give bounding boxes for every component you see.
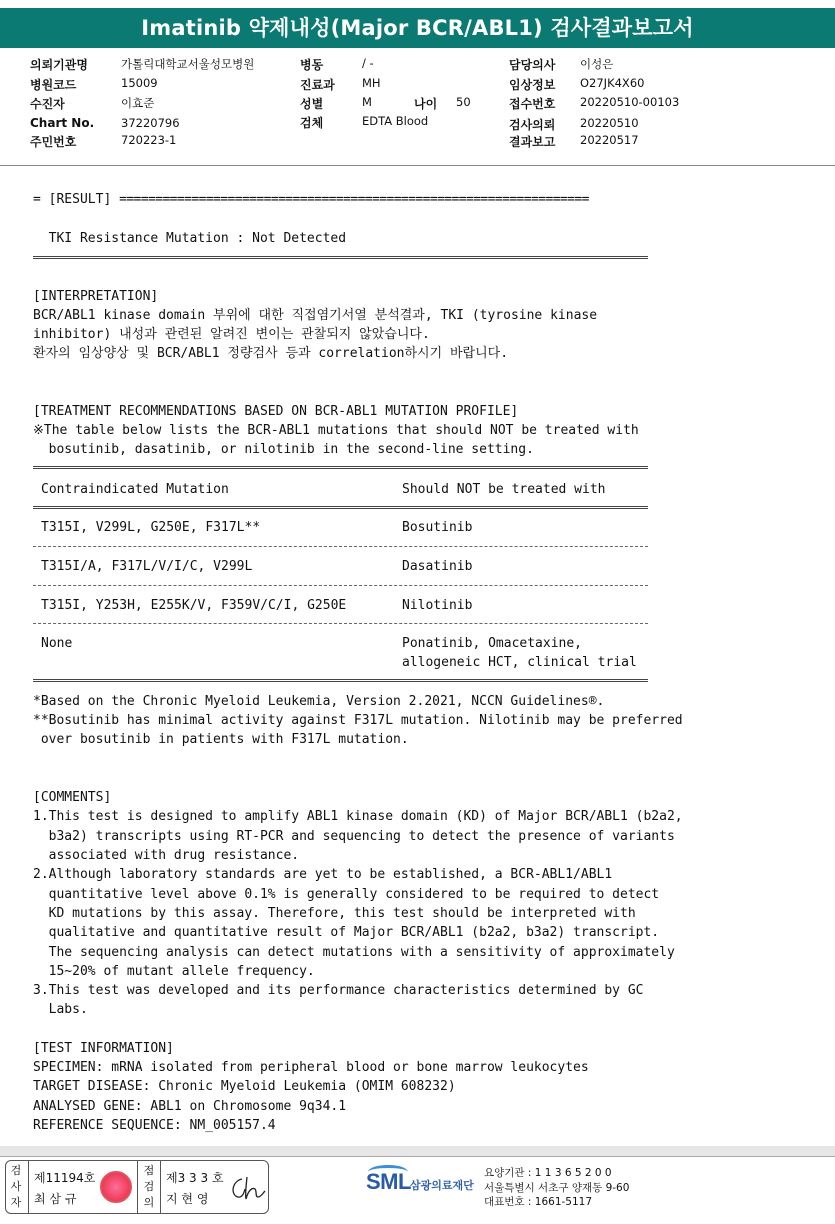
footer-band [0,1146,835,1156]
info-value-request-date: 20220510 [580,116,639,130]
interpretation-line: BCR/ABL1 kinase domain 부위에 대한 직접염기서열 분석결과, TKI (tyrosine kinase [33,308,598,323]
info-value-resident-no: 720223-1 [121,133,177,147]
comments-header: [COMMENTS] [33,790,112,805]
info-label-patient: 수진자 [30,97,65,111]
lab-address: 서울특별시 서초구 양재동 9-60 [484,1181,630,1194]
table-header-treatment: Should NOT be treated with [402,482,606,497]
table-rule-bottom [33,679,648,682]
comment-line: KD mutations by this assay. Therefore, this test should be interpreted with [33,906,636,921]
treatment-note: bosutinib, dasatinib, or nilotinib in the second-line setting. [33,442,534,457]
report-title: Imatinib 약제내성(Major BCR/ABL1) 검사결과보고서 [0,8,835,48]
comment-line: 1.This test is designed to amplify ABL1 kinase domain (KD) of Major BCR/ABL1 (b2a2, [33,809,683,824]
info-label-doctor: 담당의사 [509,58,556,72]
info-label-request-date: 검사의뢰 [509,118,556,132]
info-label-hospital-code: 병원코드 [30,78,77,92]
footer-divider [0,1156,835,1157]
tester-license-no: 제11194호 [34,1171,96,1185]
info-label-age: 나이 [414,97,438,111]
info-label-specimen: 검체 [300,116,324,130]
treatment-note: ※The table below lists the BCR-ABL1 mutations that should NOT be treated with [33,423,639,438]
info-value-specimen: EDTA Blood [362,114,429,128]
logo-name: 삼광의료재단 [410,1179,474,1192]
test-info-line: TARGET DISEASE: Chronic Myeloid Leukemia (OMIM 608232) [33,1079,456,1094]
logo-mark: SML [366,1169,411,1194]
comment-line: Labs. [33,1002,88,1017]
info-value-receipt-no: 20220510-00103 [580,95,680,109]
treatment-cell: Ponatinib, Omacetaxine, [402,636,583,651]
treatment-cell: Dasatinib [402,559,473,574]
info-label-report-date: 결과보고 [509,135,556,149]
comment-line: b3a2) transcripts using RT-PCR and sequencing to detect the presence of variants [33,829,675,844]
signature-separator [137,1161,138,1213]
test-info-line: REFERENCE SEQUENCE: NM_005157.4 [33,1118,276,1133]
row-divider [33,585,648,586]
treatment-header: [TREATMENT RECOMMENDATIONS BASED ON BCR-ABL1 MUTATION PROFILE] [33,404,519,419]
info-value-patient: 이효준 [121,96,155,110]
table-rule-top [33,466,648,469]
official-seal [100,1171,132,1203]
treatment-cell: allogeneic HCT, clinical trial [402,655,637,670]
checker-name: 지 현 영 [166,1192,209,1206]
info-value-department: MH [362,76,381,90]
comment-line: 2.Although laboratory standards are yet to be established, a BCR-ABL1/ABL1 [33,867,613,882]
interpretation-header: [INTERPRETATION] [33,289,159,304]
handwritten-signature [228,1173,268,1203]
interpretation-line: 환자의 임상양상 및 BCR/ABL1 정량검사 등과 correlation하시기 바랍니다. [33,346,509,361]
patient-info [0,52,835,164]
lab-institution-code: 요양기관 : 1 1 3 6 5 2 0 0 [484,1167,612,1179]
info-label-department: 진료과 [300,78,335,92]
info-value-ward: / - [362,56,374,70]
checker-tag: 점 검 의 [143,1164,155,1209]
result-line: TKI Resistance Mutation : Not Detected [33,231,347,246]
info-label-ward: 병동 [300,58,324,72]
signature-separator [160,1161,161,1213]
info-label-receipt-no: 접수번호 [509,97,556,111]
comment-line: The sequencing analysis can detect mutations with a sensitivity of approximately [33,945,675,960]
info-value-sex: M [362,95,372,109]
signature-separator [28,1161,29,1213]
result-header: = [RESULT] ================================================================= [33,192,589,207]
info-value-report-date: 20220517 [580,133,639,147]
info-label-institution: 의뢰기관명 [30,58,88,72]
footnote: over bosutinib in patients with F317L mutation. [33,732,409,747]
footnote: **Bosutinib has minimal activity against F317L mutation. Nilotinib may be preferred [33,713,683,728]
lab-contact [484,1166,629,1210]
comment-line: associated with drug resistance. [33,848,300,863]
info-value-age: 50 [456,95,471,109]
tester-tag: 검 사 자 [10,1164,22,1209]
info-label-resident-no: 주민번호 [30,135,77,149]
tester-name: 최 삼 규 [34,1192,77,1206]
table-header-mutation: Contraindicated Mutation [41,482,229,497]
row-divider [33,623,648,624]
test-info-line: ANALYSED GENE: ABL1 on Chromosome 9q34.1 [33,1099,347,1114]
row-divider [33,546,648,547]
signature-box [5,1160,269,1214]
test-info-header: [TEST INFORMATION] [33,1041,174,1056]
test-info-line: SPECIMEN: mRNA isolated from peripheral blood or bone marrow leukocytes [33,1060,589,1075]
mutation-cell: T315I, Y253H, E255K/V, F359V/C/I, G250E [41,598,347,613]
info-label-sex: 성별 [300,97,324,111]
info-value-clinical-info: O27JK4X60 [580,76,645,90]
mutation-cell: T315I, V299L, G250E, F317L** [41,520,261,535]
lab-phone: 대표번호 : 1661-5117 [484,1196,593,1208]
comment-line: quantitative level above 0.1% is generally considered to be required to detect [33,887,660,902]
comment-line: 15~20% of mutant allele frequency. [33,964,315,979]
checker-license-no: 제3 3 3 호 [166,1171,224,1185]
result-rule [33,256,648,259]
info-value-chart-no: 37220796 [121,116,180,130]
mutation-cell: None [41,636,73,651]
comment-line: 3.This test was developed and its performance characteristics determined by GC [33,983,644,998]
info-value-hospital-code: 15009 [121,76,158,90]
sml-logo [366,1165,486,1211]
info-label-clinical-info: 임상정보 [509,78,556,92]
treatment-cell: Bosutinib [402,520,473,535]
mutation-cell: T315I/A, F317L/V/I/C, V299L [41,559,253,574]
info-value-institution: 가톨릭대학교서울성모병원 [121,57,255,71]
info-value-doctor: 이성은 [580,57,614,71]
interpretation-line: inhibitor) 내성과 관련된 알려진 변이는 관찰되지 않았습니다. [33,327,430,342]
info-label-chart-no: Chart No. [30,116,95,130]
treatment-cell: Nilotinib [402,598,473,613]
comment-line: qualitative and quantitative result of Major BCR/ABL1 (b2a2, b3a2) transcript. [33,925,660,940]
table-header-rule [33,506,648,509]
info-divider [0,165,835,166]
footnote: *Based on the Chronic Myeloid Leukemia, Version 2.2021, NCCN Guidelines®. [33,694,605,709]
